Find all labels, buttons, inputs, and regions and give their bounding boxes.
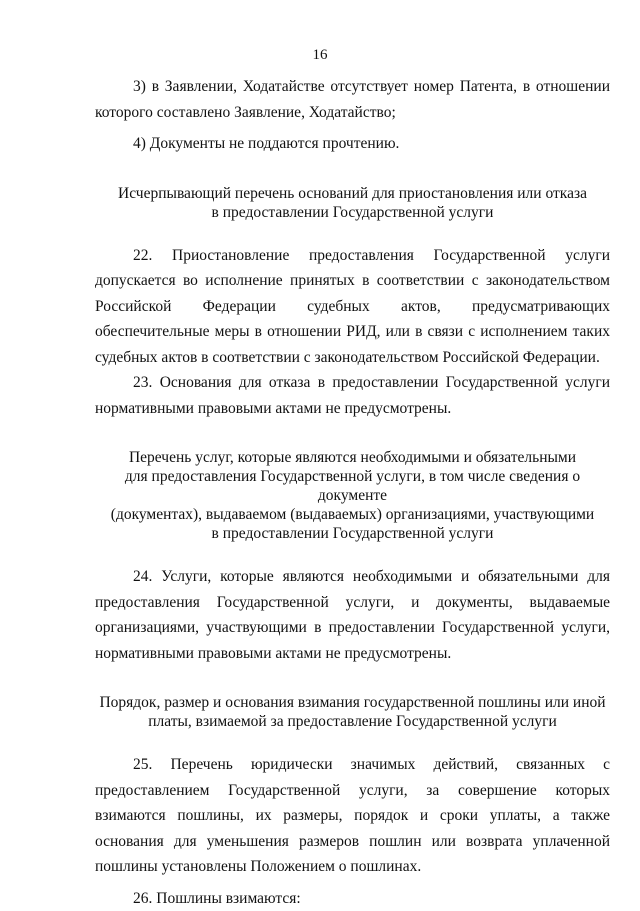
heading-line: Перечень услуг, которые являются необходимыми и обязательными: [95, 448, 610, 467]
heading-line: платы, взимаемой за предоставление Государственной услуги: [95, 712, 610, 731]
page-number: 16: [0, 47, 640, 64]
list-item-4: 4) Документы не поддаются прочтению.: [95, 131, 610, 157]
heading-line: для предоставления Государственной услуги, в том числе сведения о документе: [95, 467, 610, 505]
section-heading-fees: [95, 693, 610, 731]
heading-line: в предоставлении Государственной услуги: [95, 524, 610, 543]
document-body: [95, 74, 610, 911]
list-item-3: 3) в Заявлении, Ходатайстве отсутствует номер Патента, в отношении которого составлено Заявление, Ходатайство;: [95, 74, 610, 125]
heading-line: (документах), выдаваемом (выдаваемых) организациями, участвующими: [95, 505, 610, 524]
section-heading-suspension-refusal: [95, 184, 610, 222]
paragraph-24: 24. Услуги, которые являются необходимыми и обязательными для предоставления Государственной услуги, и документы, выдаваемые организациями, участвующими в предоставлении Государственной услуги, нормативными правовыми актами не предусмотрены.: [95, 564, 610, 666]
heading-line: Порядок, размер и основания взимания государственной пошлины или иной: [95, 693, 610, 712]
paragraph-23: 23. Основания для отказа в предоставлении Государственной услуги нормативными правовыми актами не предусмотрены.: [95, 370, 610, 421]
paragraph-22: 22. Приостановление предоставления Государственной услуги допускается во исполнение принятых в соответствии с законодательством Российской Федерации судебных актов, предусматривающих обеспечительные меры в отношении РИД, или в связи с исполнением таких судебных актов в соответствии с законодательством Российской Федерации.: [95, 243, 610, 371]
paragraph-26: 26. Пошлины взимаются:: [95, 886, 610, 911]
paragraph-25: 25. Перечень юридически значимых действий, связанных с предоставлением Государственной услуги, за совершение которых взимаются пошлины, их размеры, порядок и сроки уплаты, а также основания для уменьшения размеров пошлин или возврата уплаченной пошлины установлены Положением о пошлинах.: [95, 752, 610, 880]
heading-line: Исчерпывающий перечень оснований для приостановления или отказа: [95, 184, 610, 203]
heading-line: в предоставлении Государственной услуги: [95, 203, 610, 222]
section-heading-required-services: [95, 448, 610, 543]
